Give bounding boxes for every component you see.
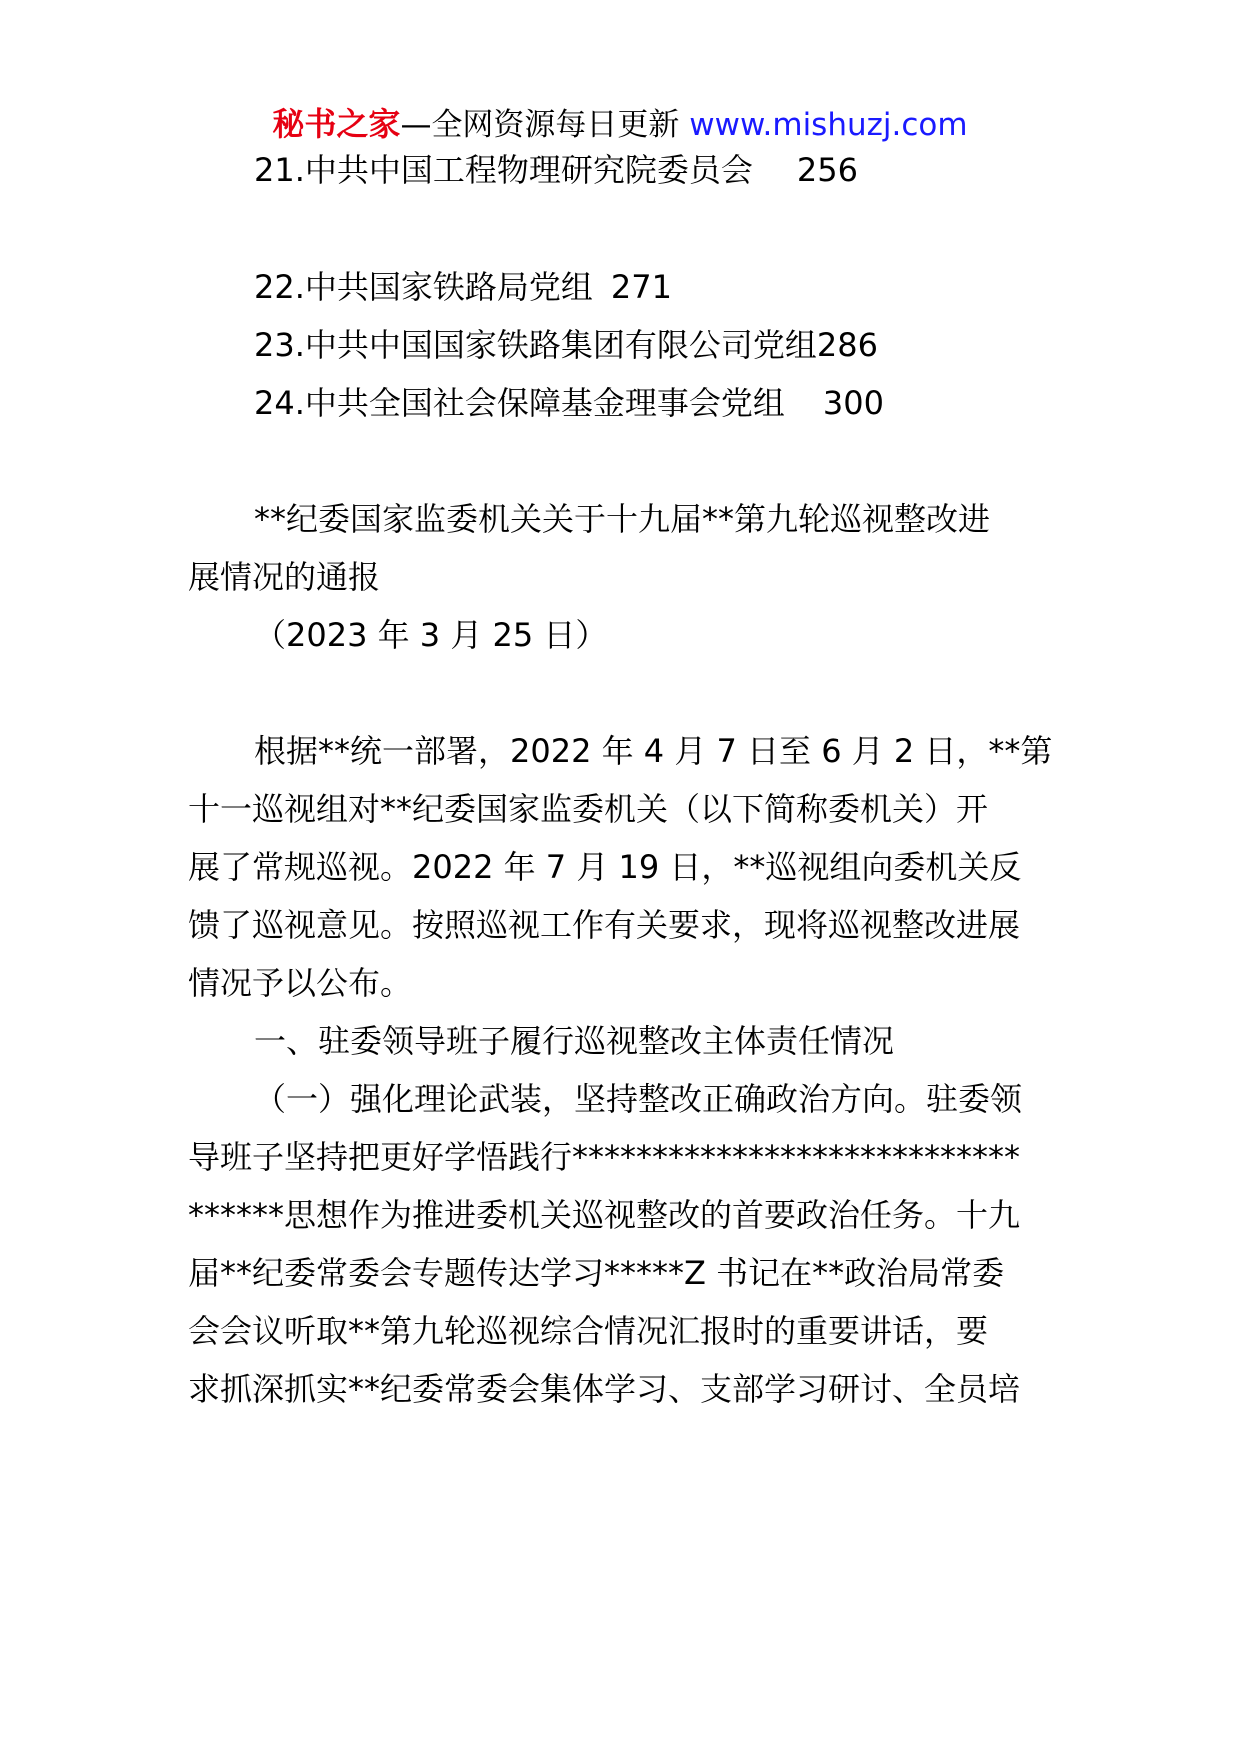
toc-entry-label: 21.中共中国工程物理研究院委员会: [254, 151, 753, 189]
toc-entry: [254, 381, 1134, 425]
toc-entry-label: 24.中共全国社会保障基金理事会党组: [254, 384, 785, 422]
header-slogan: —全网资源每日更新: [400, 107, 690, 143]
toc-entry: [254, 323, 1134, 367]
toc-entry: [254, 265, 1134, 309]
body-line: 届**纪委常委会专题传达学习*****Z 书记在**政治局常委: [188, 1254, 1005, 1292]
body-line: 馈了巡视意见。按照巡视工作有关要求，现将巡视整改进展: [188, 906, 1021, 944]
toc-entry-page: 271: [610, 268, 672, 306]
doc-title-line: 展情况的通报: [188, 558, 381, 596]
body-line: 会会议听取**第九轮巡视综合情况汇报时的重要讲话，要: [188, 1312, 989, 1350]
toc-entry-label: 22.中共国家铁路局党组: [254, 268, 593, 306]
doc-title-line: **纪委国家监委机关关于十九届**第九轮巡视整改进: [254, 500, 991, 538]
brand-name: 秘书之家: [272, 105, 401, 143]
toc-entry: [254, 148, 1134, 192]
doc-date: （2023 年 3 月 25 日）: [254, 616, 608, 654]
body-line: 展了常规巡视。2022 年 7 月 19 日，**巡视组向委机关反: [188, 848, 1022, 886]
toc-entry-page: 286: [816, 326, 878, 364]
section-heading: 一、驻委领导班子履行巡视整改主体责任情况: [254, 1022, 895, 1060]
toc-entry-label: 23.中共中国国家铁路集团有限公司党组: [254, 326, 817, 364]
body-line: 根据**统一部署，2022 年 4 月 7 日至 6 月 2 日，**第: [254, 732, 1053, 770]
body-line: 求抓深抓实**纪委常委会集体学习、支部学习研讨、全员培: [188, 1370, 1021, 1408]
toc-entry-page: 300: [822, 384, 884, 422]
toc-entry-page: 256: [796, 151, 858, 189]
body-line: 导班子坚持把更好学悟践行****************************: [188, 1138, 1021, 1176]
site-url[interactable]: www.mishuzj.com: [689, 107, 968, 143]
body-line: 十一巡视组对**纪委国家监委机关（以下简称委机关）开: [188, 790, 989, 828]
body-line: （一）强化理论武装，坚持整改正确政治方向。驻委领: [254, 1080, 1023, 1118]
body-line: 情况予以公布。: [188, 964, 413, 1002]
page-header: [0, 102, 1240, 147]
body-line: ******思想作为推进委机关巡视整改的首要政治任务。十九: [188, 1196, 1021, 1234]
